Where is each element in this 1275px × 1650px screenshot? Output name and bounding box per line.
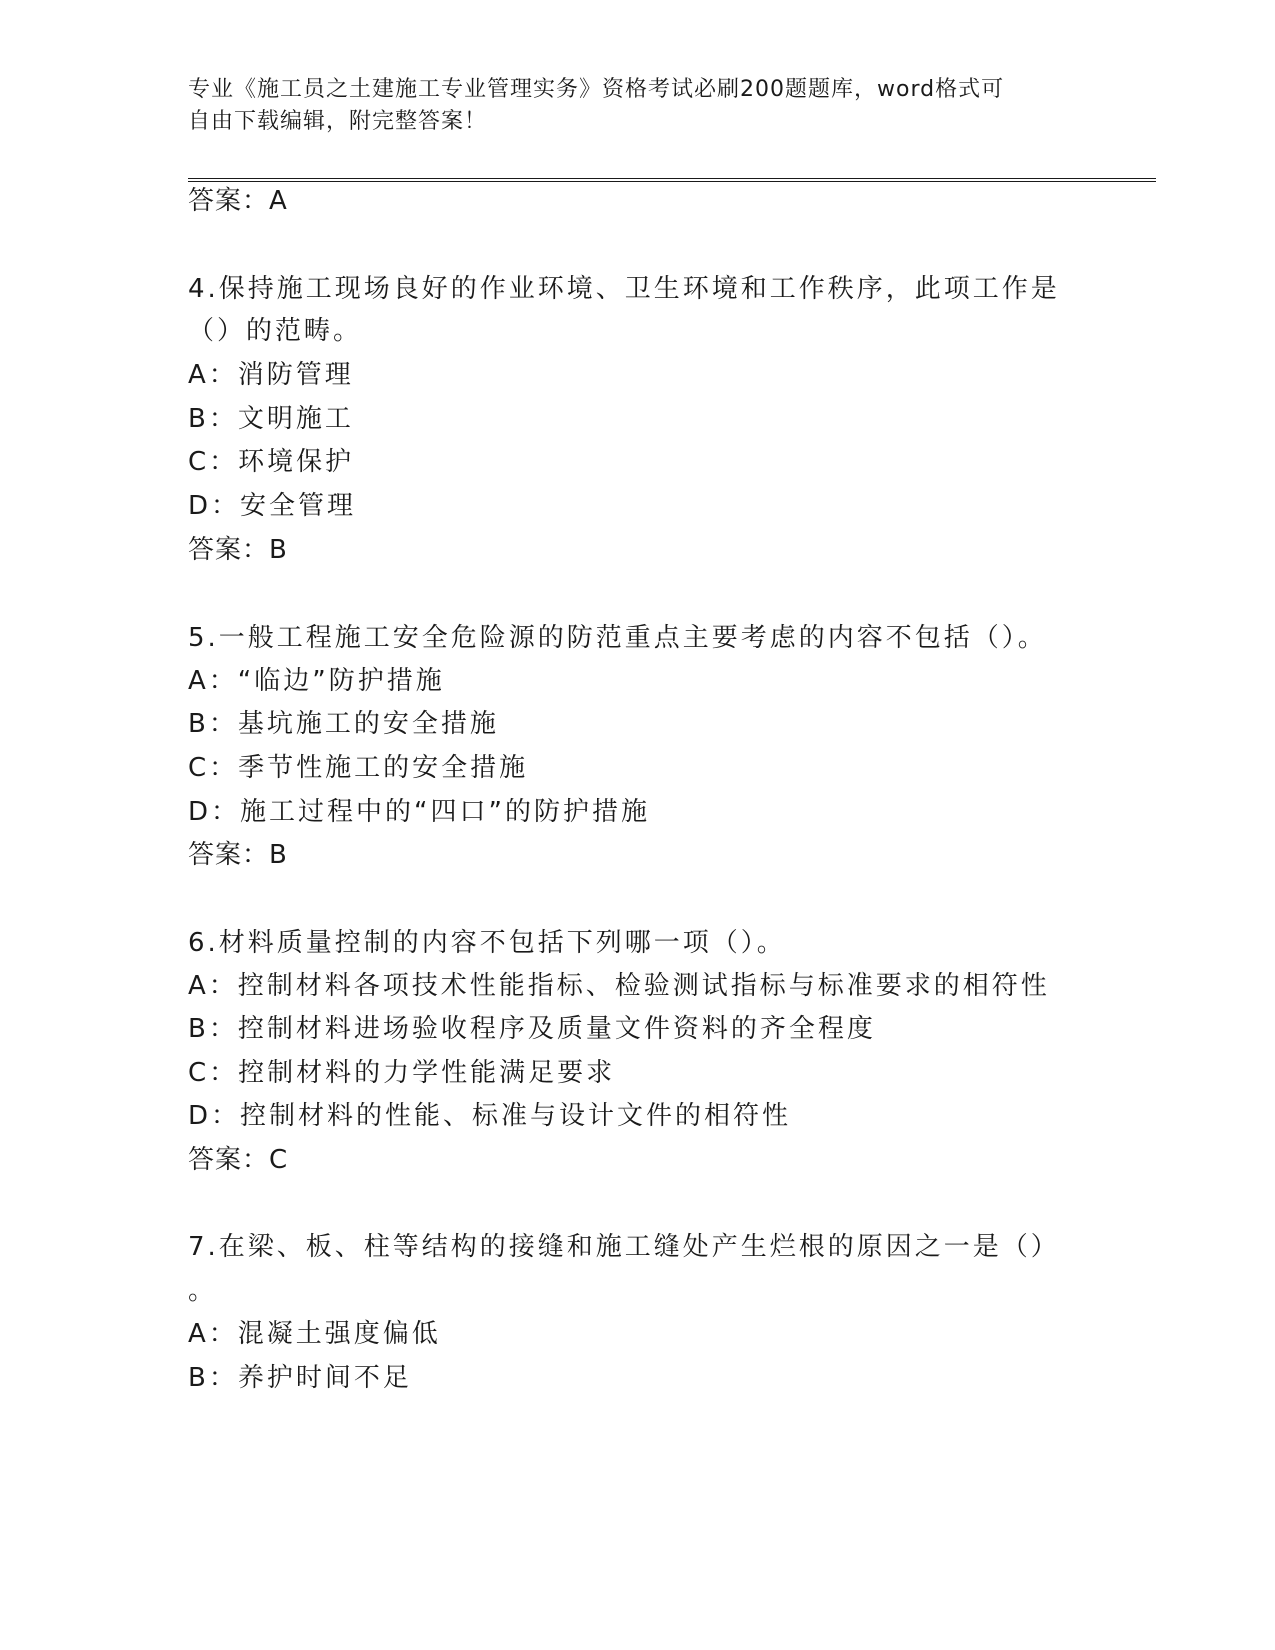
header-line: 自由下载编辑，附完整答案！	[188, 109, 488, 134]
question-7-option-b: B：养护时间不足	[188, 1363, 412, 1393]
question-6-option-c: C：控制材料的力学性能满足要求	[188, 1058, 616, 1088]
question-5-option-b: B：基坑施工的安全措施	[188, 709, 499, 739]
question-5-answer: 答案：B	[188, 840, 288, 870]
question-4-stem-continued: （）的范畴。	[188, 316, 363, 346]
question-6-option-b: B：控制材料进场验收程序及质量文件资料的齐全程度	[188, 1014, 876, 1044]
question-4-answer: 答案：B	[188, 535, 288, 565]
question-6-answer: 答案：C	[188, 1145, 289, 1175]
page-header	[188, 74, 1068, 138]
question-4-option-c: C：环境保护	[188, 447, 355, 477]
question-5-option-a: A：“临边”防护措施	[188, 666, 445, 696]
question-7-stem: 7.在梁、板、柱等结构的接缝和施工缝处产生烂根的原因之一是（）	[188, 1232, 1060, 1262]
question-4-option-b: B：文明施工	[188, 404, 354, 434]
question-5-option-c: C：季节性施工的安全措施	[188, 753, 529, 783]
question-6-option-d: D：控制材料的性能、标准与设计文件的相符性	[188, 1101, 792, 1131]
question-5-stem: 5.一般工程施工安全危险源的防范重点主要考虑的内容不包括（）。	[188, 623, 1047, 653]
question-5-option-d: D：施工过程中的“四口”的防护措施	[188, 797, 650, 827]
question-4-option-d: D：安全管理	[188, 491, 357, 521]
question-4-option-a: A：消防管理	[188, 360, 354, 390]
question-6-option-a: A：控制材料各项技术性能指标、检验测试指标与标准要求的相符性	[188, 971, 1050, 1001]
header-line: 专业《施工员之土建施工专业管理实务》资格考试必刷200题题库，word格式可	[188, 77, 1005, 102]
previous-answer: 答案：A	[188, 186, 288, 216]
question-7-stem-continued: 。	[188, 1276, 218, 1306]
question-6-stem: 6.材料质量控制的内容不包括下列哪一项（）。	[188, 928, 786, 958]
question-4-stem: 4.保持施工现场良好的作业环境、卫生环境和工作秩序，此项工作是	[188, 274, 1060, 304]
question-7-option-a: A：混凝土强度偏低	[188, 1319, 441, 1349]
header-divider	[188, 178, 1156, 182]
